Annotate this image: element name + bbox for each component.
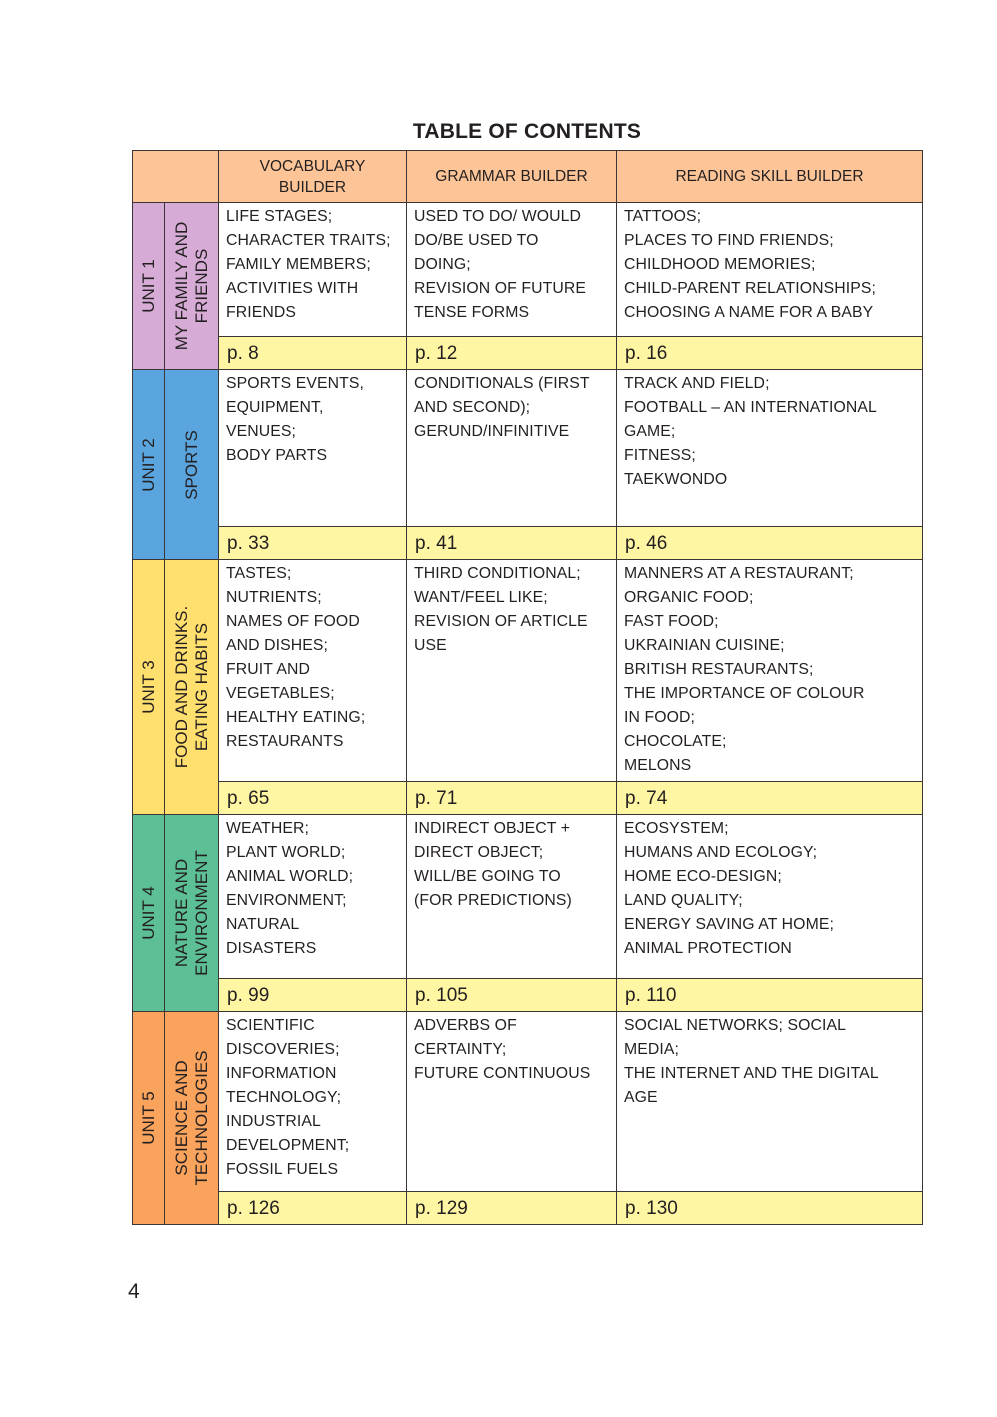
unit-4-vocabulary-page: p. 99 [219,979,407,1012]
unit-3-vocabulary-page: p. 65 [219,782,407,815]
unit-2-vocabulary-page: p. 33 [219,527,407,560]
unit-2-topic-cell [165,370,219,560]
unit-1-grammar: USED TO DO/ WOULD DO/BE USED TO DOING; REVISION OF FUTURE TENSE FORMS [407,203,617,337]
unit-1-content-row [133,203,923,337]
unit-4-vocabulary: WEATHER; PLANT WORLD; ANIMAL WORLD; ENVIRONMENT; NATURAL DISASTERS [219,815,407,979]
header-reading: READING SKILL BUILDER [617,151,923,203]
unit-2-topic: SPORTS [181,429,201,500]
unit-2-reading-page: p. 46 [617,527,923,560]
unit-5-grammar-page: p. 129 [407,1192,617,1225]
unit-5-reading-page: p. 130 [617,1192,923,1225]
unit-4-topic: NATURE AND ENVIRONMENT [171,850,211,976]
unit-5-vocabulary: SCIENTIFIC DISCOVERIES; INFORMATION TECHNOLOGY; INDUSTRIAL DEVELOPMENT; FOSSIL FUELS [219,1012,407,1192]
unit-5-grammar: ADVERBS OF CERTAINTY; FUTURE CONTINUOUS [407,1012,617,1192]
unit-2-grammar-page: p. 41 [407,527,617,560]
unit-2-label-cell [133,370,165,560]
unit-2-label: UNIT 2 [138,437,158,492]
unit-3-content-row [133,560,923,782]
unit-1-topic: MY FAMILY AND FRIENDS [171,221,211,351]
unit-1-topic-cell [165,203,219,370]
page-number: 4 [128,1280,140,1303]
unit-3-reading-page: p. 74 [617,782,923,815]
header-row [133,151,923,203]
unit-1-reading: TATTOOS; PLACES TO FIND FRIENDS; CHILDHOOD MEMORIES; CHILD-PARENT RELATIONSHIPS; CHOOSING A NAME FOR A BABY [617,203,923,337]
unit-5-vocabulary-page: p. 126 [219,1192,407,1225]
unit-1-vocabulary: LIFE STAGES; CHARACTER TRAITS; FAMILY MEMBERS; ACTIVITIES WITH FRIENDS [219,203,407,337]
unit-3-vocabulary: TASTES; NUTRIENTS; NAMES OF FOOD AND DISHES; FRUIT AND VEGETABLES; HEALTHY EATING; RESTAURANTS [219,560,407,782]
unit-4-content-row [133,815,923,979]
unit-4-grammar: INDIRECT OBJECT + DIRECT OBJECT; WILL/BE GOING TO (FOR PREDICTIONS) [407,815,617,979]
unit-4-grammar-page: p. 105 [407,979,617,1012]
contents-table [132,150,923,1225]
unit-1-label-cell [133,203,165,370]
unit-2-pages-row [133,527,923,560]
unit-2-grammar: CONDITIONALS (FIRST AND SECOND); GERUND/INFINITIVE [407,370,617,527]
unit-4-reading-page: p. 110 [617,979,923,1012]
unit-3-label: UNIT 3 [138,660,158,714]
unit-1-pages-row [133,337,923,370]
unit-3-grammar-page: p. 71 [407,782,617,815]
unit-3-label-cell [133,560,165,815]
unit-4-label: UNIT 4 [138,886,158,940]
unit-3-topic-cell [165,560,219,815]
header-vocabulary: VOCABULARY BUILDER [219,151,407,203]
unit-5-label: UNIT 5 [138,1091,158,1145]
unit-2-reading: TRACK AND FIELD; FOOTBALL – AN INTERNATIONAL GAME; FITNESS; TAEKWONDO [617,370,923,527]
unit-4-reading: ECOSYSTEM; HUMANS AND ECOLOGY; HOME ECO-DESIGN; LAND QUALITY; ENERGY SAVING AT HOME; ANIMAL PROTECTION [617,815,923,979]
unit-1-vocabulary-page: p. 8 [219,337,407,370]
unit-3-pages-row [133,782,923,815]
unit-5-pages-row [133,1192,923,1225]
unit-5-reading: SOCIAL NETWORKS; SOCIAL MEDIA; THE INTERNET AND THE DIGITAL AGE [617,1012,923,1192]
unit-1-grammar-page: p. 12 [407,337,617,370]
unit-3-topic: FOOD AND DRINKS. EATING HABITS [171,605,211,769]
unit-5-content-row [133,1012,923,1192]
unit-1-reading-page: p. 16 [617,337,923,370]
page-title: TABLE OF CONTENTS [412,120,642,143]
unit-4-label-cell [133,815,165,1012]
unit-3-reading: MANNERS AT A RESTAURANT; ORGANIC FOOD; FAST FOOD; UKRAINIAN CUISINE; BRITISH RESTAURANTS; THE IMPORTANCE OF COLOUR IN FOOD; CHOCOLATE; MELONS [617,560,923,782]
header-grammar: GRAMMAR BUILDER [407,151,617,203]
unit-2-vocabulary: SPORTS EVENTS, EQUIPMENT, VENUES; BODY PARTS [219,370,407,527]
unit-1-label: UNIT 1 [138,259,158,313]
unit-4-topic-cell [165,815,219,1012]
unit-4-pages-row [133,979,923,1012]
unit-5-topic-cell [165,1012,219,1225]
unit-5-label-cell [133,1012,165,1225]
unit-3-grammar: THIRD CONDITIONAL; WANT/FEEL LIKE; REVISION OF ARTICLE USE [407,560,617,782]
corner-cell [133,151,219,203]
unit-2-content-row [133,370,923,527]
unit-5-topic: SCIENCE AND TECHNOLOGIES [171,1050,211,1186]
